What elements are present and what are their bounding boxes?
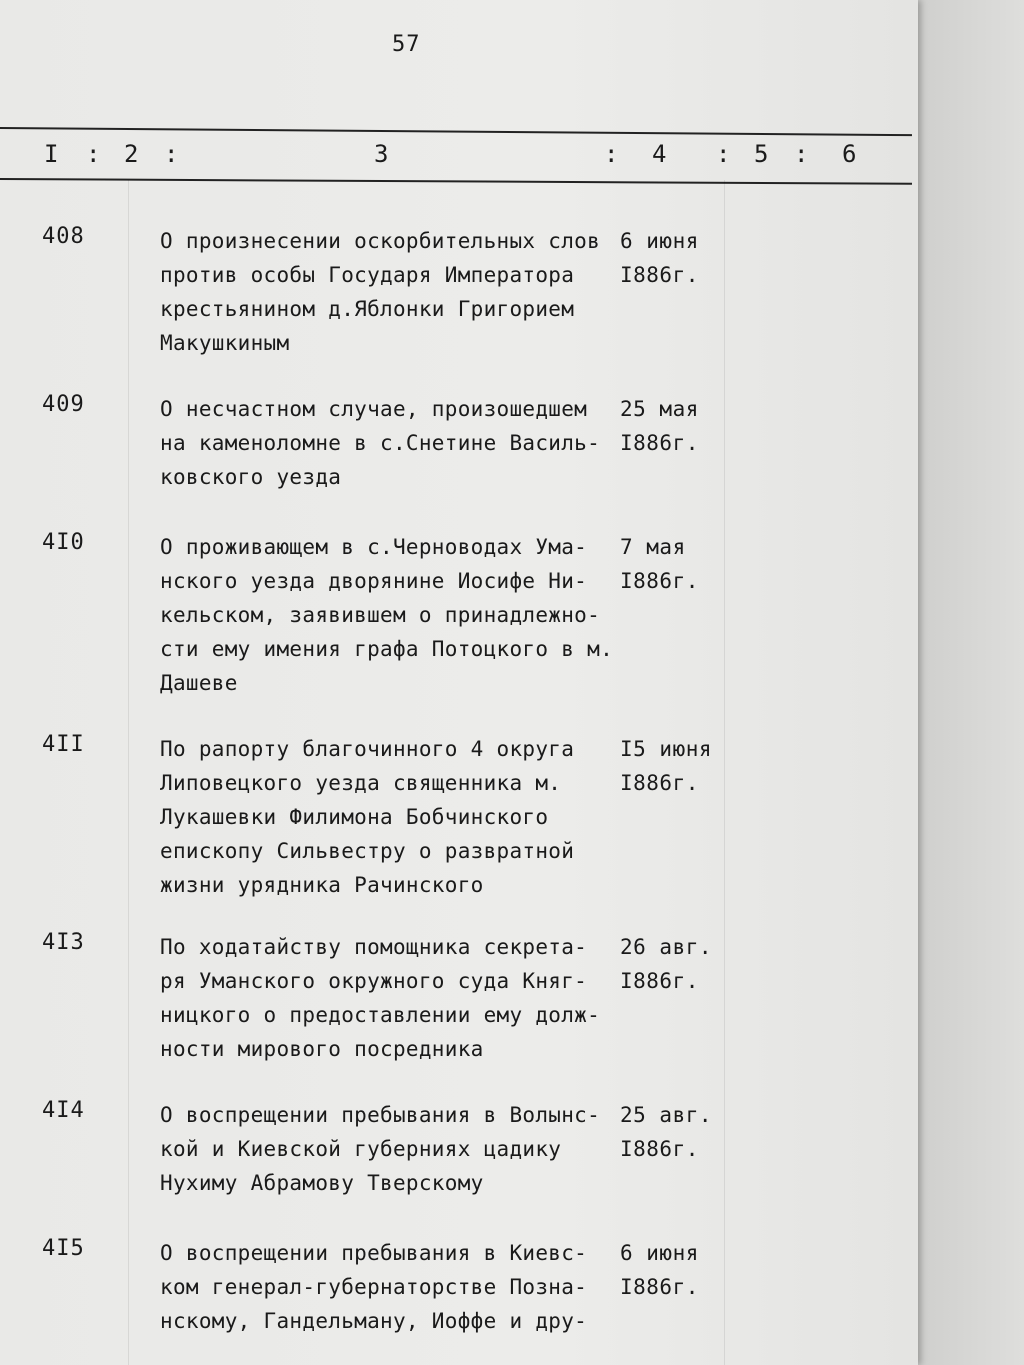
column-separator: : (716, 140, 731, 168)
case-description (160, 224, 620, 360)
header-bottom-rule (0, 178, 912, 185)
description-line: ницкого о предоставлении ему долж- (160, 1003, 601, 1027)
underlying-page (918, 0, 1024, 1365)
description-line: Лукашевки Филимона Бобчинского (160, 805, 549, 829)
case-description (160, 1236, 620, 1338)
column-header-1: I (44, 140, 59, 168)
description-line: ности мирового посредника (160, 1037, 484, 1061)
date-day: 6 июня (620, 229, 699, 253)
case-number: 4I3 (42, 930, 85, 955)
description-line: О произнесении оскорбительных слов (160, 229, 601, 253)
date-year: I886г. (620, 771, 699, 795)
case-description (160, 392, 620, 494)
case-date (620, 1236, 699, 1304)
description-line: ком генерал-губернаторстве Позна- (160, 1275, 588, 1299)
case-number: 408 (42, 224, 85, 249)
column-separator: : (794, 140, 809, 168)
description-line: епископу Сильвестру о развратной (160, 839, 575, 863)
description-line: кой и Киевской губерниях цадику (160, 1137, 562, 1161)
date-year: I886г. (620, 1137, 699, 1161)
date-day: I5 июня (620, 737, 713, 761)
page-number: 57 (392, 32, 421, 57)
description-line: Нухиму Абрамову Тверскому (160, 1171, 484, 1195)
date-day: 25 авг. (620, 1103, 713, 1127)
column-header-6: 6 (842, 140, 857, 168)
case-number: 4I5 (42, 1236, 85, 1261)
column-guide (128, 180, 129, 1365)
description-line: против особы Государя Императора (160, 263, 575, 287)
column-header-2: 2 (124, 140, 139, 168)
date-year: I886г. (620, 1275, 699, 1299)
date-year: I886г. (620, 569, 699, 593)
case-number: 409 (42, 392, 85, 417)
date-day: 6 июня (620, 1241, 699, 1265)
description-line: нскому, Гандельману, Иоффе и дру- (160, 1309, 588, 1333)
description-line: нского уезда дворянине Иосифе Ни- (160, 569, 588, 593)
column-header-3: 3 (374, 140, 389, 168)
description-line: О несчастном случае, произошедшем (160, 397, 588, 421)
date-year: I886г. (620, 969, 699, 993)
case-description (160, 530, 620, 700)
column-separator: : (86, 140, 101, 168)
description-line: ковского уезда (160, 465, 342, 489)
column-guide (724, 180, 725, 1365)
case-number: 4II (42, 732, 85, 757)
description-line: Дашеве (160, 671, 238, 695)
case-date (620, 224, 699, 292)
case-number: 4I4 (42, 1098, 85, 1123)
case-date (620, 530, 699, 598)
case-description (160, 732, 620, 902)
description-line: кельском, заявившем о принадлежно- (160, 603, 601, 627)
case-number: 4I0 (42, 530, 85, 555)
description-line: на каменоломне в с.Снетине Василь- (160, 431, 601, 455)
date-day: 7 мая (620, 535, 686, 559)
column-header-4: 4 (652, 140, 667, 168)
description-line: О воспрещении пребывания в Киевс- (160, 1241, 588, 1265)
case-description (160, 930, 620, 1066)
header-top-rule (0, 127, 912, 136)
description-line: Липовецкого уезда священника м. (160, 771, 562, 795)
date-day: 25 мая (620, 397, 699, 421)
description-line: Макушкиным (160, 331, 290, 355)
date-day: 26 авг. (620, 935, 713, 959)
description-line: ря Уманского окружного суда Княг- (160, 969, 588, 993)
date-year: I886г. (620, 431, 699, 455)
column-separator: : (604, 140, 619, 168)
description-line: По ходатайству помощника секрета- (160, 935, 588, 959)
description-line: По рапорту благочинного 4 округа (160, 737, 575, 761)
column-separator: : (164, 140, 179, 168)
case-date (620, 732, 712, 800)
date-year: I886г. (620, 263, 699, 287)
column-header-5: 5 (754, 140, 769, 168)
case-date (620, 392, 699, 460)
case-description (160, 1098, 620, 1200)
description-line: сти ему имения графа Потоцкого в м. (160, 637, 614, 661)
description-line: О проживающем в с.Черноводах Ума- (160, 535, 588, 559)
case-date (620, 1098, 712, 1166)
description-line: жизни урядника Рачинского (160, 873, 484, 897)
description-line: О воспрещении пребывания в Волынс- (160, 1103, 601, 1127)
description-line: крестьянином д.Яблонки Григорием (160, 297, 575, 321)
case-date (620, 930, 712, 998)
